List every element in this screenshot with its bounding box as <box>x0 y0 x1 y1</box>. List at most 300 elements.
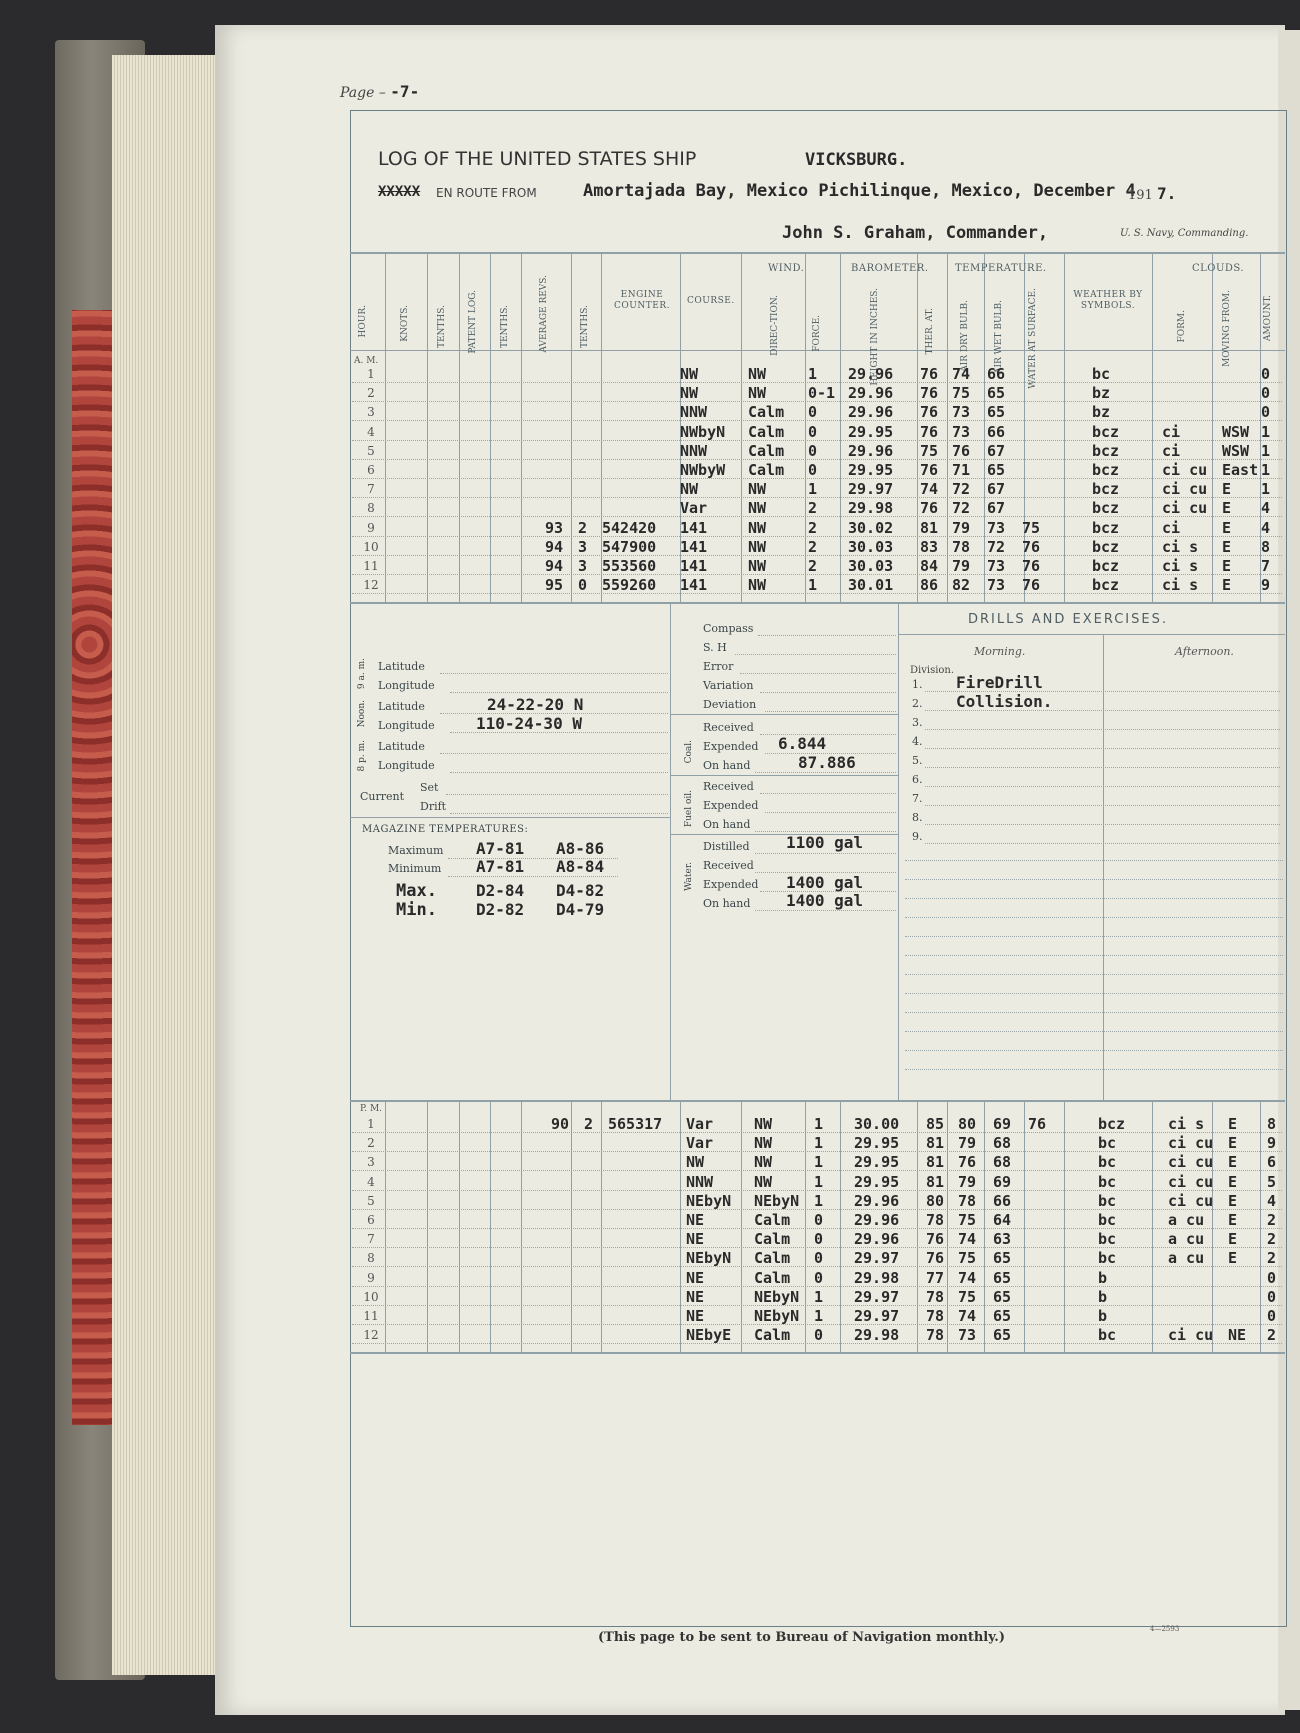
height-cell: 29.97 <box>854 1307 900 1325</box>
table-row <box>0 576 1300 595</box>
coal-expended: 6.844 <box>778 734 827 753</box>
ther-cell: 81 <box>920 518 939 537</box>
dir-cell: NW <box>748 384 767 403</box>
table-row <box>0 499 1300 518</box>
hour-cell: 10 <box>363 1289 379 1304</box>
form-cell: a cu <box>1168 1230 1205 1249</box>
ther-cell: 76 <box>926 1249 945 1268</box>
col-height: HEIGHT IN INCHES. <box>870 288 880 386</box>
moving-cell: E <box>1222 537 1232 556</box>
weather-cell: bc <box>1098 1326 1117 1345</box>
table-row <box>0 1134 1300 1153</box>
col-knots: KNOTS. <box>400 305 410 342</box>
dir-cell: Calm <box>754 1249 791 1268</box>
height-cell: 29.96 <box>848 403 894 422</box>
weather-cell: bcz <box>1092 576 1120 595</box>
col-tenths-3: TENTHS. <box>580 305 590 349</box>
dry-cell: 73 <box>952 403 971 422</box>
moving-cell: E <box>1222 499 1232 518</box>
hour-cell: 7 <box>367 1232 375 1247</box>
water-received-label: Received <box>703 859 754 872</box>
dry-cell: 74 <box>958 1230 977 1249</box>
magazine-max-a7: A7-81 <box>476 839 525 858</box>
water-distilled-label: Distilled <box>703 840 750 853</box>
amount-cell: 2 <box>1267 1249 1277 1268</box>
moving-cell: E <box>1228 1249 1238 1268</box>
hour-cell: 8 <box>367 501 375 516</box>
dry-cell: 76 <box>952 441 971 460</box>
moving-cell: E <box>1222 576 1232 595</box>
drill-item: FireDrill <box>956 673 1043 692</box>
magazine-maximum-label: Maximum <box>388 844 444 857</box>
col-amount: AMOUNT. <box>1263 295 1273 342</box>
form-cell: ci s <box>1162 537 1199 556</box>
drills-division: Division. <box>910 665 955 676</box>
magazine-max-label-2: Max. <box>396 881 437 901</box>
ther-cell: 78 <box>926 1326 945 1345</box>
drill-number: 2. <box>912 697 923 710</box>
revs-cell: 93 <box>545 518 564 537</box>
wet-cell: 69 <box>993 1172 1012 1191</box>
amount-cell: 1 <box>1261 422 1271 441</box>
table-row <box>0 1249 1300 1268</box>
fuel-expended-label: Expended <box>703 799 759 812</box>
magazine-max-d4: D4-82 <box>556 881 605 900</box>
col-wet-bulb: AIR WET BULB. <box>994 300 1004 375</box>
force-cell: 2 <box>808 518 818 537</box>
col-temperature: TEMPERATURE. <box>955 263 1047 274</box>
dir-cell: NW <box>754 1172 773 1191</box>
wet-cell: 67 <box>987 480 1006 499</box>
weather-cell: bcz <box>1098 1115 1126 1133</box>
weather-cell: bcz <box>1092 461 1120 479</box>
magazine-min-a7: A7-81 <box>476 857 525 876</box>
ther-cell: 78 <box>926 1211 945 1229</box>
height-cell: 30.00 <box>854 1115 900 1133</box>
col-water-surface: WATER AT SURFACE. <box>1028 288 1038 389</box>
course-cell: Var <box>680 499 708 518</box>
dry-cell: 72 <box>952 480 971 499</box>
amount-cell: 2 <box>1267 1211 1277 1229</box>
course-cell: NE <box>686 1287 705 1306</box>
force-cell: 1 <box>814 1115 824 1133</box>
height-cell: 29.98 <box>854 1268 900 1287</box>
amount-cell: 5 <box>1267 1172 1277 1191</box>
ther-cell: 77 <box>926 1268 945 1287</box>
weather-cell: bc <box>1098 1211 1117 1229</box>
magazine-min-label-2: Min. <box>396 900 437 920</box>
course-cell: NE <box>686 1211 705 1229</box>
set-label: Set <box>420 781 439 794</box>
water-section-label: Water. <box>684 862 694 891</box>
ther-cell: 81 <box>926 1153 945 1172</box>
dir-cell: NEbyN <box>754 1287 800 1306</box>
table-row <box>0 1211 1300 1230</box>
am-position-label: 9 a. m. <box>357 658 367 690</box>
form-cell: ci cu <box>1162 480 1208 499</box>
dir-cell: NW <box>748 518 767 537</box>
page-number-line: Page – -7- <box>340 82 420 101</box>
dir-cell: NW <box>754 1115 773 1133</box>
form-cell: ci <box>1162 422 1181 441</box>
am-latitude-label: Latitude <box>378 660 425 673</box>
drills-morning: Morning. <box>974 645 1026 658</box>
col-engine-counter: ENGINE COUNTER. <box>614 290 670 311</box>
moving-cell: NE <box>1228 1326 1247 1345</box>
revs-cell: 94 <box>545 557 564 575</box>
course-cell: NW <box>680 365 699 383</box>
magazine-min-d4: D4-79 <box>556 900 605 919</box>
dir-cell: Calm <box>748 441 785 460</box>
weather-cell: bcz <box>1092 537 1120 556</box>
form-cell: ci s <box>1162 557 1199 575</box>
mid-divider-1 <box>670 602 671 1100</box>
col-form: FORM. <box>1177 310 1187 343</box>
drill-number: 8. <box>912 811 923 824</box>
drills-title: DRILLS AND EXERCISES. <box>968 612 1168 627</box>
table-row <box>0 1173 1300 1192</box>
height-cell: 30.03 <box>848 537 894 556</box>
water-cell: 76 <box>1022 557 1041 575</box>
drill-number: 6. <box>912 773 923 786</box>
moving-cell: E <box>1228 1230 1238 1249</box>
dry-cell: 75 <box>958 1211 977 1229</box>
dir-cell: NEbyN <box>754 1307 800 1325</box>
moving-cell: WSW <box>1222 441 1250 460</box>
t-cell: 2 <box>578 518 588 537</box>
course-cell: NNW <box>680 441 708 460</box>
height-cell: 29.97 <box>848 480 894 499</box>
commanding-label: U. S. Navy, Commanding. <box>1120 228 1249 239</box>
force-cell: 2 <box>808 499 818 518</box>
moving-cell: E <box>1222 557 1232 575</box>
moving-cell: E <box>1228 1172 1238 1191</box>
form-cell: ci cu <box>1168 1191 1214 1210</box>
dry-cell: 80 <box>958 1115 977 1133</box>
weather-cell: bz <box>1092 403 1111 422</box>
page-edges <box>112 55 222 1675</box>
magazine-min-a8: A8-84 <box>556 857 605 876</box>
height-cell: 30.03 <box>848 557 894 575</box>
hour-cell: 12 <box>363 578 379 593</box>
col-moving: MOVING FROM. <box>1222 290 1232 367</box>
log-title: LOG OF THE UNITED STATES SHIP <box>378 148 697 170</box>
hour-cell: 2 <box>367 1136 375 1151</box>
weather-cell: bc <box>1092 365 1111 383</box>
dir-cell: Calm <box>754 1230 791 1249</box>
moving-cell: E <box>1228 1153 1238 1172</box>
force-cell: 1 <box>814 1191 824 1210</box>
height-cell: 29.95 <box>854 1172 900 1191</box>
t-cell: 3 <box>578 557 588 575</box>
wet-cell: 64 <box>993 1211 1012 1229</box>
water-onhand: 1400 gal <box>786 891 864 910</box>
force-cell: 1 <box>814 1172 824 1191</box>
table-row <box>0 519 1300 538</box>
form-cell: ci cu <box>1168 1134 1214 1153</box>
water-onhand-label: On hand <box>703 897 751 910</box>
course-cell: NE <box>686 1268 705 1287</box>
height-cell: 29.95 <box>854 1153 900 1172</box>
hour-cell: 5 <box>367 1193 375 1208</box>
drill-number: 1. <box>912 678 923 691</box>
table-row <box>0 384 1300 403</box>
form-cell: ci cu <box>1168 1153 1214 1172</box>
pm-position-label: 8 p. m. <box>357 740 367 772</box>
wet-cell: 66 <box>987 365 1006 383</box>
footer-note: (This page to be sent to Bureau of Navigation monthly.) <box>598 1630 1005 1645</box>
drill-number: 5. <box>912 754 923 767</box>
force-cell: 1 <box>814 1287 824 1306</box>
pm-label: P. M. <box>360 1104 383 1114</box>
dry-cell: 74 <box>958 1307 977 1325</box>
revs-cell: 95 <box>545 576 564 595</box>
form-cell: ci cu <box>1162 461 1208 479</box>
eng-cell: 553560 <box>602 557 657 575</box>
wet-cell: 65 <box>993 1249 1012 1268</box>
hour-cell: 12 <box>363 1328 379 1343</box>
hour-cell: 1 <box>367 367 375 381</box>
height-cell: 29.95 <box>854 1134 900 1153</box>
moving-cell: E <box>1222 480 1232 499</box>
amount-cell: 0 <box>1267 1268 1277 1287</box>
coal-received-label: Received <box>703 721 754 734</box>
hour-cell: 6 <box>367 1213 375 1227</box>
form-cell: ci <box>1162 518 1181 537</box>
course-cell: NW <box>686 1153 705 1172</box>
amount-cell: 0 <box>1267 1287 1277 1306</box>
am-label: A. M. <box>354 356 379 366</box>
force-cell: 1 <box>808 480 818 499</box>
force-cell: 0 <box>808 422 818 441</box>
dir-cell: NW <box>748 537 767 556</box>
noon-position-label: Noon. <box>357 700 367 728</box>
col-wind: WIND. <box>768 263 805 274</box>
noon-longitude: 110-24-30 W <box>476 714 582 733</box>
deviation-label: Deviation <box>703 698 757 711</box>
dry-cell: 79 <box>952 557 971 575</box>
dir-cell: NW <box>748 576 767 595</box>
drill-number: 7. <box>912 792 923 805</box>
pm-latitude-label: Latitude <box>378 740 425 753</box>
weather-cell: bcz <box>1092 441 1120 460</box>
dry-cell: 76 <box>958 1153 977 1172</box>
col-clouds: CLOUDS. <box>1192 263 1245 274</box>
height-cell: 29.95 <box>848 461 894 479</box>
dir-cell: Calm <box>748 461 785 479</box>
dir-cell: NEbyN <box>754 1191 800 1210</box>
amount-cell: 1 <box>1261 441 1271 460</box>
dir-cell: NW <box>748 480 767 499</box>
amount-cell: 1 <box>1261 461 1271 479</box>
col-course: COURSE. <box>687 296 735 306</box>
hour-cell: 4 <box>367 424 375 439</box>
ther-cell: 83 <box>920 537 939 556</box>
year-prefix: 191 <box>1128 188 1153 203</box>
force-cell: 0 <box>814 1268 824 1287</box>
dry-cell: 75 <box>952 384 971 403</box>
struck-text: XXXXX <box>378 184 421 200</box>
course-cell: NNW <box>680 403 708 422</box>
wet-cell: 65 <box>993 1326 1012 1345</box>
form-number: 4—2593 <box>1150 1625 1180 1633</box>
weather-cell: bcz <box>1092 557 1120 575</box>
form-cell: a cu <box>1168 1249 1205 1268</box>
table-row <box>0 557 1300 576</box>
coal-onhand: 87.886 <box>798 753 856 772</box>
force-cell: 0 <box>808 441 818 460</box>
table-row <box>0 423 1300 442</box>
ther-cell: 76 <box>926 1230 945 1249</box>
magazine-title: MAGAZINE TEMPERATURES: <box>362 824 529 835</box>
wet-cell: 63 <box>993 1230 1012 1249</box>
wet-cell: 65 <box>987 403 1006 422</box>
wet-cell: 73 <box>987 576 1006 595</box>
water-cell: 76 <box>1028 1115 1047 1133</box>
amount-cell: 7 <box>1261 557 1271 575</box>
magazine-max-a8: A8-86 <box>556 839 605 858</box>
force-cell: 2 <box>808 537 818 556</box>
mid-divider-2 <box>898 602 899 1100</box>
noon-latitude-label: Latitude <box>378 700 425 713</box>
table-row <box>0 461 1300 480</box>
magazine-minimum-label: Minimum <box>388 862 442 875</box>
height-cell: 29.98 <box>854 1326 900 1345</box>
dir-cell: Calm <box>754 1268 791 1287</box>
dry-cell: 71 <box>952 461 971 479</box>
ther-cell: 84 <box>920 557 939 575</box>
force-cell: 0 <box>814 1326 824 1345</box>
ther-cell: 75 <box>920 441 939 460</box>
drill-number: 3. <box>912 716 923 729</box>
eng-cell: 559260 <box>602 576 657 595</box>
drill-number: 4. <box>912 735 923 748</box>
force-cell: 1 <box>808 576 818 595</box>
page-number: -7- <box>390 82 420 101</box>
table-row <box>0 1326 1300 1345</box>
table-row <box>0 1307 1300 1326</box>
hour-cell: 2 <box>367 386 375 401</box>
drills-afternoon: Afternoon. <box>1175 645 1234 658</box>
table-row <box>0 1192 1300 1211</box>
dry-cell: 78 <box>952 537 971 556</box>
moving-cell: E <box>1228 1134 1238 1153</box>
course-cell: NE <box>686 1230 705 1249</box>
height-cell: 30.02 <box>848 518 894 537</box>
wet-cell: 66 <box>987 422 1006 441</box>
dry-cell: 79 <box>952 518 971 537</box>
col-tenths-2: TENTHS. <box>500 305 510 349</box>
ther-cell: 86 <box>920 576 939 595</box>
eng-cell: 565317 <box>608 1115 663 1133</box>
course-cell: NEbyN <box>686 1249 732 1268</box>
weather-cell: bcz <box>1092 499 1120 518</box>
form-cell: ci <box>1162 441 1181 460</box>
force-cell: 1 <box>808 365 818 383</box>
water-expended-label: Expended <box>703 878 759 891</box>
course-cell: 141 <box>680 537 708 556</box>
course-cell: NE <box>686 1307 705 1325</box>
force-cell: 0 <box>814 1211 824 1229</box>
weather-cell: bc <box>1098 1172 1117 1191</box>
pm-bottom-line <box>350 1352 1285 1354</box>
noon-longitude-label: Longitude <box>378 719 435 732</box>
am-bottom-line <box>350 602 1285 604</box>
height-cell: 29.96 <box>854 1191 900 1210</box>
course-cell: NWbyW <box>680 461 726 479</box>
table-row <box>0 1269 1300 1288</box>
hour-cell: 11 <box>363 1309 379 1323</box>
course-cell: NEbyE <box>686 1326 732 1345</box>
water-cell: 75 <box>1022 518 1041 537</box>
height-cell: 29.96 <box>848 365 894 383</box>
dry-cell: 75 <box>958 1287 977 1306</box>
dry-cell: 74 <box>958 1268 977 1287</box>
course-cell: Var <box>686 1115 714 1133</box>
water-distilled: 1100 gal <box>786 833 864 852</box>
height-cell: 29.96 <box>848 441 894 460</box>
eng-cell: 542420 <box>602 518 657 537</box>
height-cell: 29.98 <box>848 499 894 518</box>
col-patent-log: PATENT LOG. <box>468 290 478 354</box>
weather-cell: bc <box>1098 1134 1117 1153</box>
wet-cell: 68 <box>993 1153 1012 1172</box>
dir-cell: Calm <box>748 403 785 422</box>
drill-item: Collision. <box>956 692 1053 711</box>
revs-cell: 94 <box>545 537 564 556</box>
sh-label: S. H <box>703 641 727 654</box>
height-cell: 30.01 <box>848 576 894 595</box>
ther-cell: 76 <box>920 461 939 479</box>
form-cell: ci cu <box>1162 499 1208 518</box>
page-label: Page <box>340 85 375 101</box>
course-cell: NWbyN <box>680 422 726 441</box>
dir-cell: NW <box>748 365 767 383</box>
dry-cell: 79 <box>958 1134 977 1153</box>
dry-cell: 73 <box>952 422 971 441</box>
wet-cell: 73 <box>987 557 1006 575</box>
dry-cell: 79 <box>958 1172 977 1191</box>
magazine-max-d2: D2-84 <box>476 881 525 900</box>
hour-cell: 3 <box>367 405 375 420</box>
table-row <box>0 403 1300 422</box>
magazine-min-d2: D2-82 <box>476 900 525 919</box>
form-cell: ci s <box>1168 1115 1205 1133</box>
fuel-received-label: Received <box>703 780 754 793</box>
weather-cell: b <box>1098 1307 1108 1325</box>
height-cell: 29.96 <box>848 384 894 403</box>
weather-cell: b <box>1098 1287 1108 1306</box>
wet-cell: 73 <box>987 518 1006 537</box>
form-cell: ci cu <box>1168 1326 1214 1345</box>
ther-cell: 81 <box>926 1172 945 1191</box>
height-cell: 29.97 <box>854 1249 900 1268</box>
dry-cell: 75 <box>958 1249 977 1268</box>
hour-cell: 3 <box>367 1155 375 1170</box>
commander: John S. Graham, Commander, <box>782 223 1049 243</box>
revs-cell: 90 <box>551 1115 570 1133</box>
wet-cell: 69 <box>993 1115 1012 1133</box>
amount-cell: 6 <box>1267 1153 1277 1172</box>
fuel-onhand-label: On hand <box>703 818 751 831</box>
amount-cell: 9 <box>1261 576 1271 595</box>
dir-cell: NW <box>748 557 767 575</box>
amount-cell: 1 <box>1261 480 1271 499</box>
error-label: Error <box>703 660 734 673</box>
amount-cell: 4 <box>1267 1191 1277 1210</box>
col-therm: THER. AT. <box>925 308 935 355</box>
drift-label: Drift <box>420 800 447 813</box>
